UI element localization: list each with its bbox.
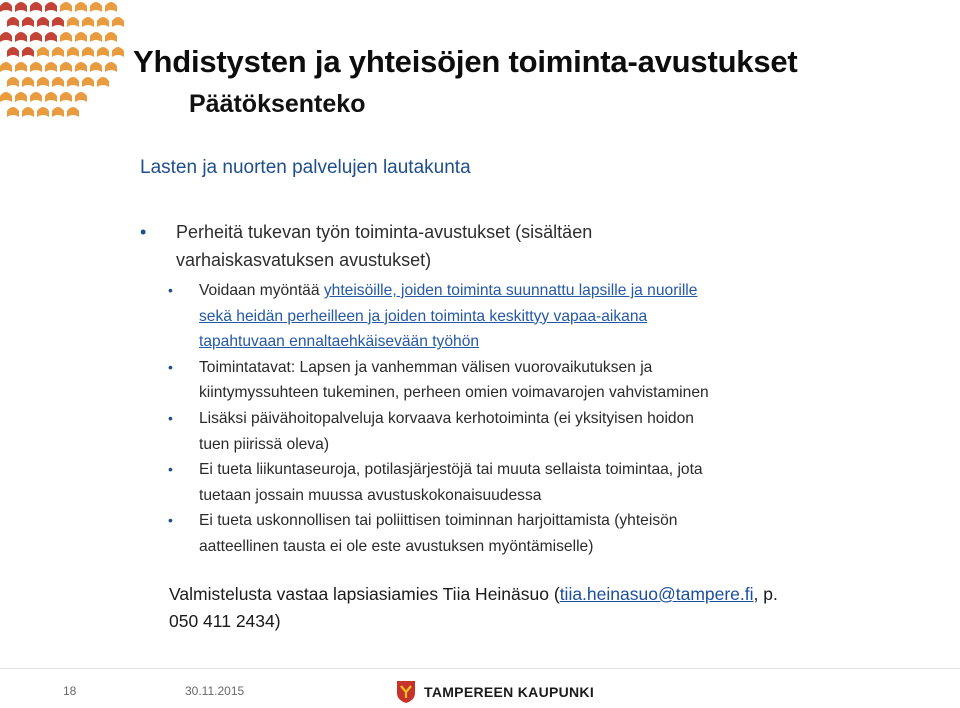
pattern-shape [75,32,87,42]
sub-bullet-methods: • Toimintatavat: Lapsen ja vanhemman välisen vuorovaikutuksen ja kiintymyssuhteen tukeminen, perheen omien voimavarojen vahvistaminen [168,355,848,406]
pattern-shape [15,92,27,102]
footer-date: 30.11.2015 [185,684,245,698]
bullet-icon: • [168,358,173,375]
pattern-shape [7,107,19,117]
pattern-shape [60,92,72,102]
preparation-note: Valmistelusta vastaa lapsiasiamies Tiia Heinäsuo (tiia.heinasuo@tampere.fi, p. 050 411 2434) [169,584,778,631]
sub-bullet-club-activity: • Lisäksi päivähoitopalveluja korvaava kerhotoiminta (ei yksityisen hoidon tuen piirissä oleva) [168,406,848,457]
pattern-shape [0,92,12,102]
pattern-shape [22,107,34,117]
footer-brand [396,680,594,704]
main-bullet-line-1: Perheitä tukevan työn toiminta-avustukset (sisältäen [176,222,593,242]
sub-bullet-religious-political: • Ei tueta uskonnollisen tai poliittisen toiminnan harjoittamista (yhteisön aatteellinen tausta ei ole este avustuksen myöntämiselle) [168,508,848,559]
pattern-shape [97,77,109,87]
sub-bullet-exclusions: • Ei tueta liikuntaseuroja, potilasjärjestöjä tai muuta sellaista toimintaa, jota tuetaan jossain muussa avustuskokonaisuudessa [168,457,848,508]
pattern-shape [60,62,72,72]
pattern-shape [52,77,64,87]
pattern-shape [105,62,117,72]
bullet-icon: • [168,409,173,426]
pattern-shape [67,77,79,87]
pattern-shape [37,17,49,27]
pattern-shape [30,92,42,102]
tampere-pattern-logo [0,0,130,135]
pattern-shape [90,2,102,12]
slide-number: 18 [63,684,77,698]
bullet-icon: • [168,282,173,298]
pattern-shape [0,2,12,12]
pattern-shape [22,77,34,87]
pattern-shape [30,32,42,42]
pattern-shape [7,47,19,57]
pattern-shape [37,47,49,57]
pattern-shape [60,32,72,42]
pattern-shape [45,32,57,42]
pattern-shape [0,62,12,72]
pattern-shape [105,2,117,12]
tampere-crest-icon [396,680,416,704]
pattern-shape [82,77,94,87]
pattern-shape [15,2,27,12]
bullet-icon: • [140,222,147,242]
brand-name: TAMPEREEN KAUPUNKI [424,684,595,700]
bullet-icon: • [168,461,173,478]
pattern-shape [112,17,124,27]
pattern-shape [37,77,49,87]
pattern-shape [30,62,42,72]
pattern-shape [67,107,79,117]
pattern-shape [97,17,109,27]
pattern-shape [22,17,34,27]
pattern-shape [30,2,42,12]
pattern-shape [7,17,19,27]
pattern-shape [0,32,12,42]
pattern-shape [45,62,57,72]
pattern-shape [90,62,102,72]
eligibility-highlight: yhteisöille, joiden toiminta suunnattu lapsille ja nuorille [323,282,698,299]
email-link[interactable]: tiia.heinasuo@tampere.fi [559,584,754,604]
pattern-shape [75,92,87,102]
pattern-shape [60,2,72,12]
pattern-shape [112,47,124,57]
pattern-shape [52,107,64,117]
main-bullet-line-2: varhaiskasvatuksen avustukset) [176,250,432,270]
pattern-shape [75,62,87,72]
pattern-shape [52,47,64,57]
sub-bullet-list [168,278,848,560]
sub-bullet-eligibility: • Voidaan myöntää yhteisöille, joiden toiminta suunnattu lapsille ja nuorille sekä heidän perheilleen ja joiden toiminta keskittyy vapaa-aikana tapahtuvaan ennaltaehkäisevään työhön [168,278,848,355]
pattern-shape [15,32,27,42]
bullet-icon: • [168,512,173,529]
pattern-shape [52,17,64,27]
pattern-shape [82,17,94,27]
pattern-shape [15,62,27,72]
pattern-shape [90,32,102,42]
pattern-shape [7,77,19,87]
pattern-shape [67,47,79,57]
pattern-shape [45,92,57,102]
pattern-shape [97,47,109,57]
pattern-shape [82,47,94,57]
pattern-shape [22,47,34,57]
pattern-shape [75,2,87,12]
pattern-shape [67,17,79,27]
page-subtitle: Päätöksenteko [189,90,366,118]
pattern-shape [45,2,57,12]
footer-divider [0,668,960,669]
pattern-shape [37,107,49,117]
page-title: Yhdistysten ja yhteisöjen toiminta-avustukset [133,44,798,79]
pattern-shape [105,32,117,42]
section-heading: Lasten ja nuorten palvelujen lautakunta [140,157,471,178]
